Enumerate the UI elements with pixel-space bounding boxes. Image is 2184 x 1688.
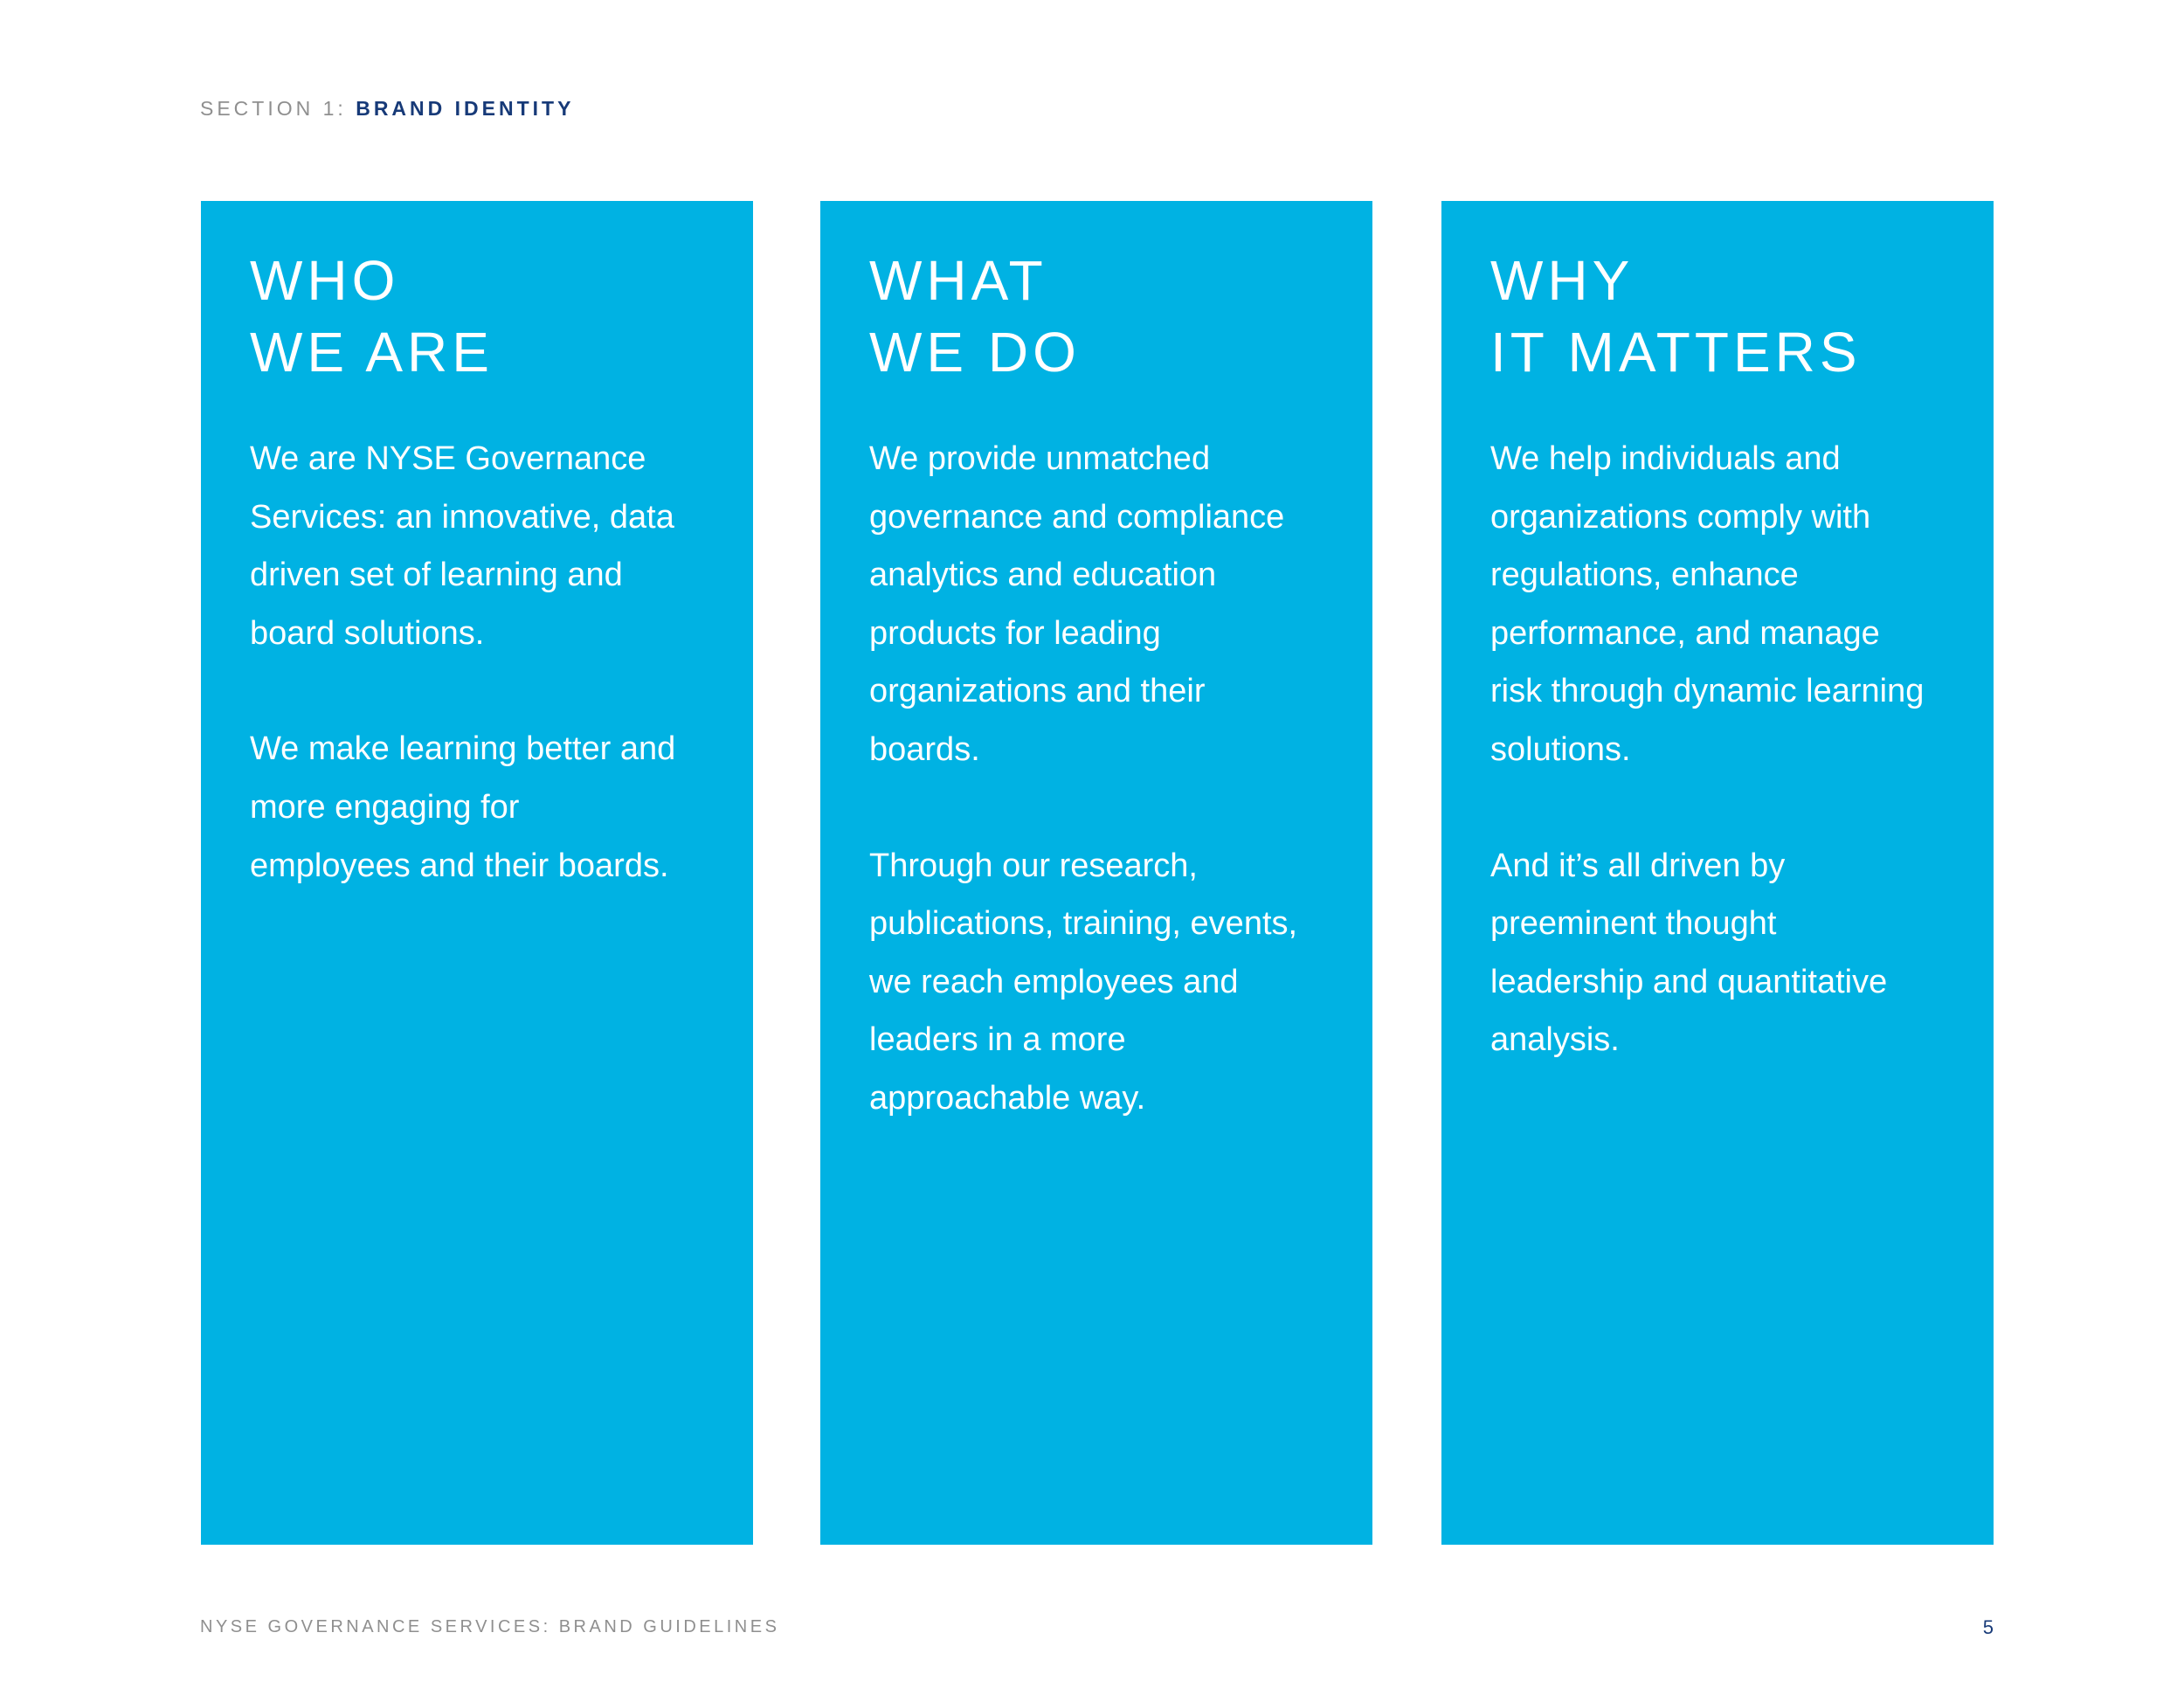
page-number: 5 [1982,1616,1994,1638]
panel-paragraph: And it’s all driven by preeminent thought leadership and quantitative analysis. [1490,847,1888,1059]
section-name: BRAND IDENTITY [356,97,575,120]
heading-line: WHY [1490,249,1635,312]
heading-line: WE DO [869,321,1081,384]
heading-line: IT MATTERS [1490,321,1862,384]
panel-body [250,430,704,895]
panel-paragraph: Through our research, publications, training, events, we reach employees and leaders in a more approachable way. [869,847,1298,1117]
panel-paragraph: We are NYSE Governance Services: an innovative, data driven set of learning and board solutions. [250,440,674,652]
panel-what-we-do [820,201,1372,1545]
panel-who-we-are [201,201,753,1545]
panel-paragraph: We help individuals and organizations comply with regulations, enhance performance, and manage risk through dynamic learning solutions. [1490,440,1925,768]
panel-paragraph: We make learning better and more engaging for employees and their boards. [250,730,676,884]
heading-line: WHO [250,249,400,312]
panel-paragraph: We provide unmatched governance and compliance analytics and education products for leading organizations and their boards. [869,440,1285,768]
section-label [200,97,574,121]
panel-body [1490,430,1945,1069]
panel-heading [1490,245,1945,388]
section-prefix: SECTION 1: [200,97,356,120]
panel-body [869,430,1324,1128]
panel-why-it-matters [1441,201,1994,1545]
heading-line: WE ARE [250,321,494,384]
panel-heading [250,245,704,388]
heading-line: WHAT [869,249,1047,312]
footer-document-title: NYSE GOVERNANCE SERVICES: BRAND GUIDELINES [200,1617,780,1636]
panel-heading [869,245,1324,388]
